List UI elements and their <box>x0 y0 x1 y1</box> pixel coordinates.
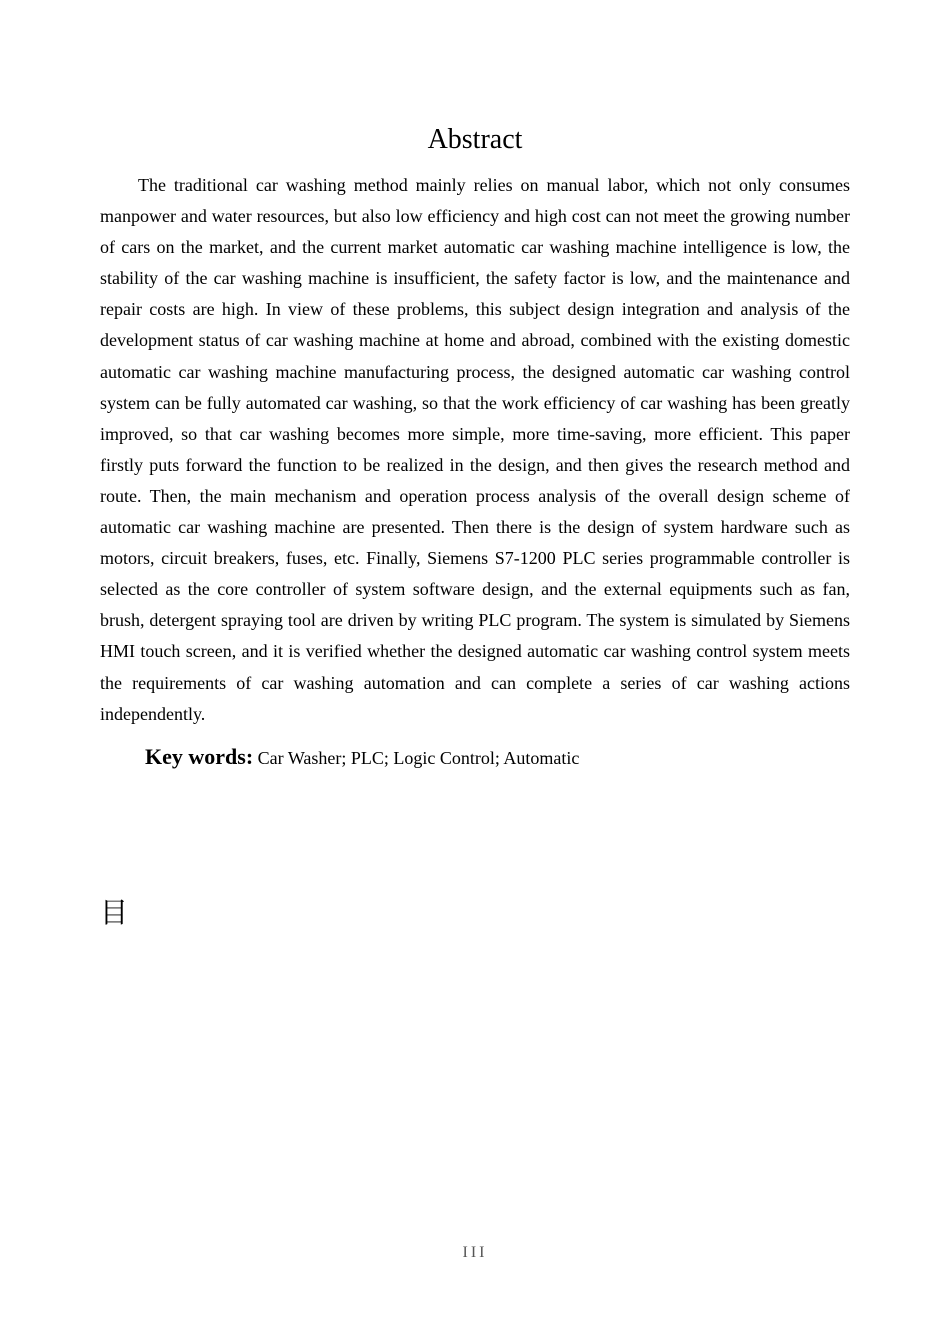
abstract-title: Abstract <box>427 124 523 155</box>
abstract-body: The traditional car washing method mainly relies on manual labor, which not only consumes manpower and water resources, but also low efficiency and high cost can not meet the growing number of cars on the market, and the current market automatic car washing machine intelligence is low, the stability of the car washing machine is insufficient, the safety factor is low, and the maintenance and repair costs are high. In view of these problems, this subject design integration and analysis of the development status of car washing machine at home and abroad, combined with the existing domestic automatic car washing machine manufacturing process, the designed automatic car washing control system can be fully automated car washing, so that the work efficiency of car washing has been greatly improved, so that car washing becomes more simple, more time-saving, more efficient. This paper firstly puts forward the function to be realized in the design, and then gives the research method and route. Then, the main mechanism and operation process analysis of the overall design scheme of automatic car washing machine are presented. Then there is the design of system hardware such as motors, circuit breakers, fuses, etc. Finally, Siemens S7-1200 PLC series programmable controller is selected as the core controller of system software design, and the external equipments such as fan, brush, detergent spraying tool are driven by writing PLC program. The system is simulated by Siemens HMI touch screen, and it is verified whether the designed automatic car washing control system meets the requirements of car washing automation and can complete a series of car washing actions independently. <box>100 175 850 724</box>
page-number: III <box>462 1244 488 1261</box>
table-of-contents-heading-fragment: 目 <box>100 896 129 929</box>
keywords-label: Key words: <box>145 744 254 769</box>
keywords-line <box>145 740 850 775</box>
keywords-values: Car Washer; PLC; Logic Control; Automatic <box>257 748 580 768</box>
